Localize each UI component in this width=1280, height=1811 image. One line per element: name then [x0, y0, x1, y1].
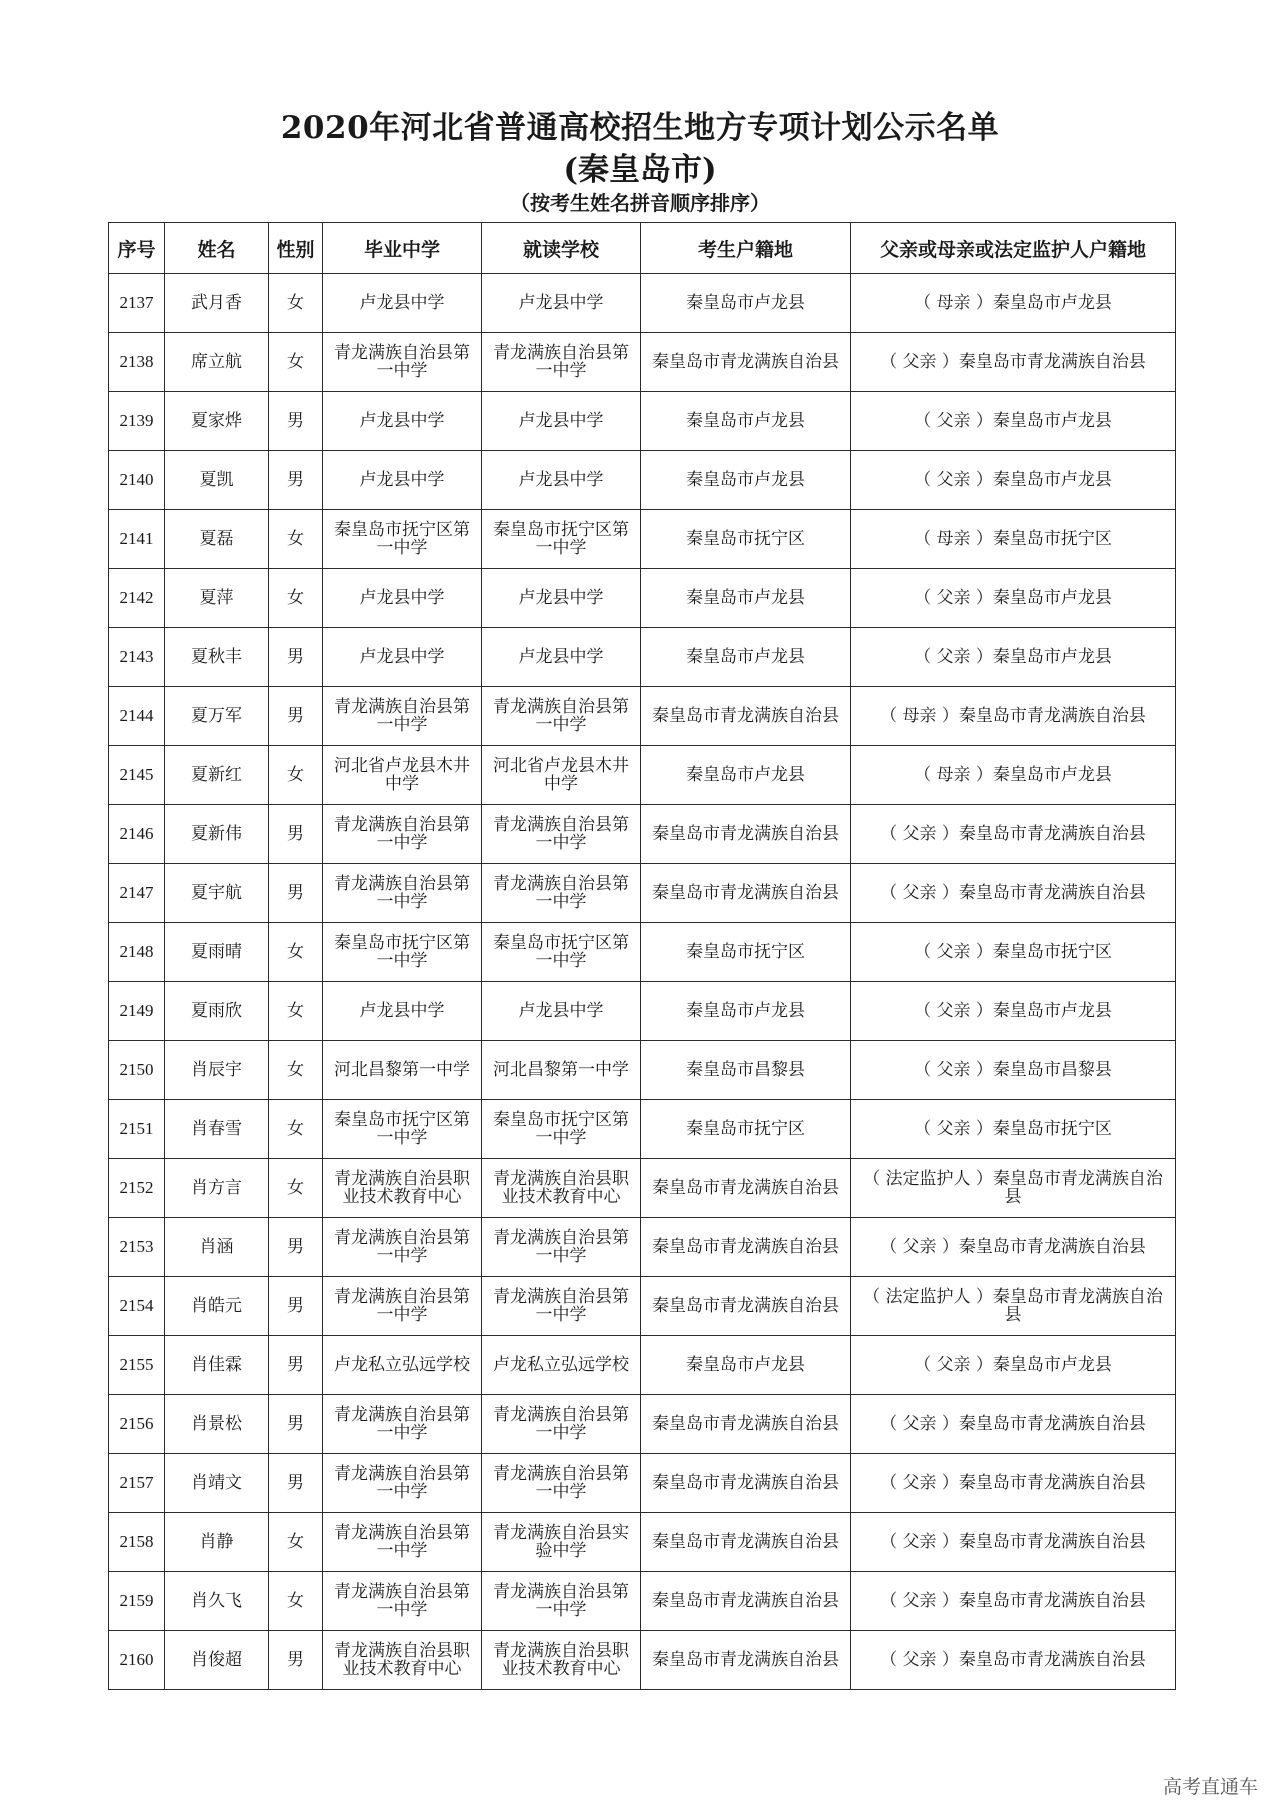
- cell-current-school: 青龙满族自治县职业技术教育中心: [482, 1159, 641, 1218]
- cell-index: 2141: [109, 510, 165, 569]
- cell-guardian-household: （ 父亲 ）秦皇岛市青龙满族自治县: [851, 1454, 1176, 1513]
- cell-index: 2143: [109, 628, 165, 687]
- cell-name: 肖景松: [165, 1395, 269, 1454]
- cell-current-school: 秦皇岛市抚宁区第一中学: [482, 923, 641, 982]
- cell-graduation-school: 青龙满族自治县第一中学: [323, 333, 482, 392]
- cell-graduation-school: 秦皇岛市抚宁区第一中学: [323, 510, 482, 569]
- cell-name: 夏新红: [165, 746, 269, 805]
- cell-gender: 男: [269, 628, 323, 687]
- table-row: [109, 1513, 1176, 1572]
- cell-index: 2145: [109, 746, 165, 805]
- cell-name: 肖方言: [165, 1159, 269, 1218]
- cell-name: 肖佳霖: [165, 1336, 269, 1395]
- cell-index: 2153: [109, 1218, 165, 1277]
- col-header-guardian-household: 父亲或母亲或法定监护人户籍地: [851, 223, 1176, 274]
- cell-name: 肖静: [165, 1513, 269, 1572]
- cell-index: 2150: [109, 1041, 165, 1100]
- cell-gender: 男: [269, 1336, 323, 1395]
- table-row: [109, 1277, 1176, 1336]
- cell-index: 2160: [109, 1631, 165, 1690]
- cell-guardian-household: （ 法定监护人 ）秦皇岛市青龙满族自治县: [851, 1277, 1176, 1336]
- cell-index: 2139: [109, 392, 165, 451]
- cell-current-school: 秦皇岛市抚宁区第一中学: [482, 1100, 641, 1159]
- cell-household: 秦皇岛市青龙满族自治县: [641, 1454, 851, 1513]
- cell-household: 秦皇岛市卢龙县: [641, 569, 851, 628]
- cell-name: 夏雨晴: [165, 923, 269, 982]
- cell-gender: 女: [269, 569, 323, 628]
- cell-index: 2159: [109, 1572, 165, 1631]
- table-row: [109, 628, 1176, 687]
- col-header-household: 考生户籍地: [641, 223, 851, 274]
- cell-name: 夏秋丰: [165, 628, 269, 687]
- cell-guardian-household: （ 父亲 ）秦皇岛市青龙满族自治县: [851, 1513, 1176, 1572]
- cell-guardian-household: （ 父亲 ）秦皇岛市青龙满族自治县: [851, 1631, 1176, 1690]
- cell-guardian-household: （ 父亲 ）秦皇岛市卢龙县: [851, 628, 1176, 687]
- table-row: [109, 864, 1176, 923]
- cell-household: 秦皇岛市青龙满族自治县: [641, 333, 851, 392]
- cell-guardian-household: （ 父亲 ）秦皇岛市青龙满族自治县: [851, 1395, 1176, 1454]
- cell-current-school: 卢龙私立弘远学校: [482, 1336, 641, 1395]
- col-header-name: 姓名: [165, 223, 269, 274]
- cell-name: 夏新伟: [165, 805, 269, 864]
- cell-name: 肖春雪: [165, 1100, 269, 1159]
- cell-household: 秦皇岛市青龙满族自治县: [641, 1277, 851, 1336]
- cell-index: 2142: [109, 569, 165, 628]
- cell-gender: 女: [269, 1513, 323, 1572]
- cell-name: 夏宇航: [165, 864, 269, 923]
- cell-graduation-school: 青龙满族自治县第一中学: [323, 1218, 482, 1277]
- cell-household: 秦皇岛市青龙满族自治县: [641, 1631, 851, 1690]
- cell-graduation-school: 卢龙县中学: [323, 982, 482, 1041]
- cell-guardian-household: （ 父亲 ）秦皇岛市抚宁区: [851, 923, 1176, 982]
- cell-index: 2140: [109, 451, 165, 510]
- cell-index: 2144: [109, 687, 165, 746]
- col-header-current-school: 就读学校: [482, 223, 641, 274]
- cell-gender: 女: [269, 1041, 323, 1100]
- cell-household: 秦皇岛市青龙满族自治县: [641, 1159, 851, 1218]
- cell-household: 秦皇岛市青龙满族自治县: [641, 687, 851, 746]
- cell-guardian-household: （ 父亲 ）秦皇岛市卢龙县: [851, 1336, 1176, 1395]
- cell-guardian-household: （ 父亲 ）秦皇岛市青龙满族自治县: [851, 1572, 1176, 1631]
- cell-current-school: 河北昌黎第一中学: [482, 1041, 641, 1100]
- cell-gender: 女: [269, 746, 323, 805]
- cell-name: 武月香: [165, 274, 269, 333]
- table-row: [109, 274, 1176, 333]
- cell-graduation-school: 河北昌黎第一中学: [323, 1041, 482, 1100]
- cell-guardian-household: （ 父亲 ）秦皇岛市昌黎县: [851, 1041, 1176, 1100]
- cell-name: 夏萍: [165, 569, 269, 628]
- cell-gender: 男: [269, 864, 323, 923]
- cell-gender: 女: [269, 1100, 323, 1159]
- cell-gender: 女: [269, 510, 323, 569]
- cell-household: 秦皇岛市昌黎县: [641, 1041, 851, 1100]
- cell-index: 2158: [109, 1513, 165, 1572]
- header-row: [109, 223, 1176, 274]
- cell-gender: 男: [269, 1277, 323, 1336]
- cell-graduation-school: 卢龙县中学: [323, 628, 482, 687]
- cell-household: 秦皇岛市青龙满族自治县: [641, 805, 851, 864]
- cell-current-school: 青龙满族自治县实验中学: [482, 1513, 641, 1572]
- cell-current-school: 青龙满族自治县第一中学: [482, 333, 641, 392]
- cell-gender: 男: [269, 805, 323, 864]
- cell-household: 秦皇岛市卢龙县: [641, 746, 851, 805]
- cell-guardian-household: （ 母亲 ）秦皇岛市卢龙县: [851, 274, 1176, 333]
- cell-household: 秦皇岛市卢龙县: [641, 628, 851, 687]
- cell-name: 肖皓元: [165, 1277, 269, 1336]
- cell-guardian-household: （ 父亲 ）秦皇岛市卢龙县: [851, 982, 1176, 1041]
- cell-graduation-school: 青龙满族自治县第一中学: [323, 1454, 482, 1513]
- cell-current-school: 青龙满族自治县职业技术教育中心: [482, 1631, 641, 1690]
- cell-name: 肖辰宇: [165, 1041, 269, 1100]
- cell-guardian-household: （ 父亲 ）秦皇岛市卢龙县: [851, 392, 1176, 451]
- sort-note: （按考生姓名拼音顺序排序）: [510, 191, 770, 215]
- table-row: [109, 1159, 1176, 1218]
- table-row: [109, 687, 1176, 746]
- table-row: [109, 569, 1176, 628]
- cell-household: 秦皇岛市青龙满族自治县: [641, 1513, 851, 1572]
- cell-guardian-household: （ 父亲 ）秦皇岛市卢龙县: [851, 451, 1176, 510]
- table-row: [109, 1395, 1176, 1454]
- cell-gender: 女: [269, 982, 323, 1041]
- cell-current-school: 卢龙县中学: [482, 569, 641, 628]
- cell-name: 席立航: [165, 333, 269, 392]
- cell-name: 肖靖文: [165, 1454, 269, 1513]
- cell-household: 秦皇岛市卢龙县: [641, 274, 851, 333]
- cell-household: 秦皇岛市卢龙县: [641, 451, 851, 510]
- table-row: [109, 1631, 1176, 1690]
- cell-guardian-household: （ 父亲 ）秦皇岛市青龙满族自治县: [851, 805, 1176, 864]
- cell-graduation-school: 卢龙县中学: [323, 569, 482, 628]
- cell-graduation-school: 青龙满族自治县第一中学: [323, 864, 482, 923]
- cell-guardian-household: （ 父亲 ）秦皇岛市青龙满族自治县: [851, 333, 1176, 392]
- cell-graduation-school: 河北省卢龙县木井中学: [323, 746, 482, 805]
- table-row: [109, 451, 1176, 510]
- cell-gender: 男: [269, 1395, 323, 1454]
- watermark-text: 高考直通车: [1162, 1776, 1258, 1798]
- cell-graduation-school: 卢龙县中学: [323, 274, 482, 333]
- cell-name: 夏万军: [165, 687, 269, 746]
- cell-current-school: 青龙满族自治县第一中学: [482, 687, 641, 746]
- cell-graduation-school: 卢龙县中学: [323, 392, 482, 451]
- cell-household: 秦皇岛市青龙满族自治县: [641, 864, 851, 923]
- table-row: [109, 805, 1176, 864]
- cell-graduation-school: 卢龙县中学: [323, 451, 482, 510]
- table-row: [109, 392, 1176, 451]
- cell-name: 夏雨欣: [165, 982, 269, 1041]
- cell-gender: 男: [269, 1218, 323, 1277]
- document-subtitle: (秦皇岛市): [563, 152, 717, 188]
- cell-gender: 男: [269, 392, 323, 451]
- table-row: [109, 982, 1176, 1041]
- cell-graduation-school: 青龙满族自治县职业技术教育中心: [323, 1631, 482, 1690]
- cell-graduation-school: 青龙满族自治县第一中学: [323, 687, 482, 746]
- cell-name: 肖久飞: [165, 1572, 269, 1631]
- cell-household: 秦皇岛市卢龙县: [641, 1336, 851, 1395]
- cell-gender: 女: [269, 1159, 323, 1218]
- cell-household: 秦皇岛市卢龙县: [641, 392, 851, 451]
- cell-index: 2147: [109, 864, 165, 923]
- cell-household: 秦皇岛市抚宁区: [641, 1100, 851, 1159]
- cell-gender: 女: [269, 333, 323, 392]
- cell-current-school: 青龙满族自治县第一中学: [482, 864, 641, 923]
- cell-household: 秦皇岛市抚宁区: [641, 923, 851, 982]
- cell-household: 秦皇岛市抚宁区: [641, 510, 851, 569]
- cell-household: 秦皇岛市卢龙县: [641, 982, 851, 1041]
- table-row: [109, 1041, 1176, 1100]
- table-row: [109, 1100, 1176, 1159]
- table-row: [109, 1454, 1176, 1513]
- cell-index: 2154: [109, 1277, 165, 1336]
- cell-gender: 男: [269, 1631, 323, 1690]
- cell-current-school: 卢龙县中学: [482, 274, 641, 333]
- table-row: [109, 923, 1176, 982]
- cell-household: 秦皇岛市青龙满族自治县: [641, 1218, 851, 1277]
- cell-current-school: 青龙满族自治县第一中学: [482, 1218, 641, 1277]
- cell-gender: 女: [269, 274, 323, 333]
- cell-current-school: 卢龙县中学: [482, 628, 641, 687]
- cell-guardian-household: （ 父亲 ）秦皇岛市抚宁区: [851, 1100, 1176, 1159]
- table-row: [109, 510, 1176, 569]
- document-title: 2020年河北省普通高校招生地方专项计划公示名单: [280, 110, 1000, 146]
- cell-current-school: 河北省卢龙县木井中学: [482, 746, 641, 805]
- cell-index: 2151: [109, 1100, 165, 1159]
- cell-index: 2148: [109, 923, 165, 982]
- cell-index: 2146: [109, 805, 165, 864]
- cell-index: 2157: [109, 1454, 165, 1513]
- cell-name: 肖俊超: [165, 1631, 269, 1690]
- cell-guardian-household: （ 父亲 ）秦皇岛市卢龙县: [851, 569, 1176, 628]
- cell-current-school: 青龙满族自治县第一中学: [482, 1454, 641, 1513]
- cell-current-school: 青龙满族自治县第一中学: [482, 1395, 641, 1454]
- cell-name: 夏凯: [165, 451, 269, 510]
- cell-gender: 男: [269, 687, 323, 746]
- cell-graduation-school: 青龙满族自治县第一中学: [323, 1277, 482, 1336]
- cell-graduation-school: 青龙满族自治县职业技术教育中心: [323, 1159, 482, 1218]
- cell-current-school: 青龙满族自治县第一中学: [482, 1277, 641, 1336]
- cell-index: 2155: [109, 1336, 165, 1395]
- roster-table: [108, 222, 1176, 1690]
- cell-current-school: 卢龙县中学: [482, 392, 641, 451]
- table-row: [109, 333, 1176, 392]
- cell-guardian-household: （ 母亲 ）秦皇岛市青龙满族自治县: [851, 687, 1176, 746]
- cell-guardian-household: （ 母亲 ）秦皇岛市卢龙县: [851, 746, 1176, 805]
- cell-index: 2152: [109, 1159, 165, 1218]
- col-header-gender: 性别: [269, 223, 323, 274]
- cell-guardian-household: （ 法定监护人 ）秦皇岛市青龙满族自治县: [851, 1159, 1176, 1218]
- table-row: [109, 1572, 1176, 1631]
- cell-gender: 女: [269, 923, 323, 982]
- cell-name: 肖涵: [165, 1218, 269, 1277]
- cell-gender: 男: [269, 1454, 323, 1513]
- col-header-graduation-school: 毕业中学: [323, 223, 482, 274]
- cell-graduation-school: 卢龙私立弘远学校: [323, 1336, 482, 1395]
- cell-household: 秦皇岛市青龙满族自治县: [641, 1572, 851, 1631]
- cell-graduation-school: 青龙满族自治县第一中学: [323, 805, 482, 864]
- cell-index: 2137: [109, 274, 165, 333]
- cell-guardian-household: （ 父亲 ）秦皇岛市青龙满族自治县: [851, 864, 1176, 923]
- col-header-index: 序号: [109, 223, 165, 274]
- cell-household: 秦皇岛市青龙满族自治县: [641, 1395, 851, 1454]
- cell-graduation-school: 青龙满族自治县第一中学: [323, 1395, 482, 1454]
- cell-index: 2156: [109, 1395, 165, 1454]
- cell-graduation-school: 秦皇岛市抚宁区第一中学: [323, 923, 482, 982]
- cell-gender: 女: [269, 1572, 323, 1631]
- cell-name: 夏家烨: [165, 392, 269, 451]
- cell-current-school: 青龙满族自治县第一中学: [482, 805, 641, 864]
- roster-body: [109, 274, 1176, 1690]
- cell-gender: 男: [269, 451, 323, 510]
- cell-guardian-household: （ 父亲 ）秦皇岛市青龙满族自治县: [851, 1218, 1176, 1277]
- cell-index: 2138: [109, 333, 165, 392]
- table-row: [109, 746, 1176, 805]
- table-row: [109, 1218, 1176, 1277]
- cell-current-school: 青龙满族自治县第一中学: [482, 1572, 641, 1631]
- cell-graduation-school: 青龙满族自治县第一中学: [323, 1513, 482, 1572]
- cell-guardian-household: （ 母亲 ）秦皇岛市抚宁区: [851, 510, 1176, 569]
- cell-current-school: 秦皇岛市抚宁区第一中学: [482, 510, 641, 569]
- cell-graduation-school: 青龙满族自治县第一中学: [323, 1572, 482, 1631]
- cell-name: 夏磊: [165, 510, 269, 569]
- table-row: [109, 1336, 1176, 1395]
- cell-index: 2149: [109, 982, 165, 1041]
- cell-graduation-school: 秦皇岛市抚宁区第一中学: [323, 1100, 482, 1159]
- cell-current-school: 卢龙县中学: [482, 451, 641, 510]
- cell-current-school: 卢龙县中学: [482, 982, 641, 1041]
